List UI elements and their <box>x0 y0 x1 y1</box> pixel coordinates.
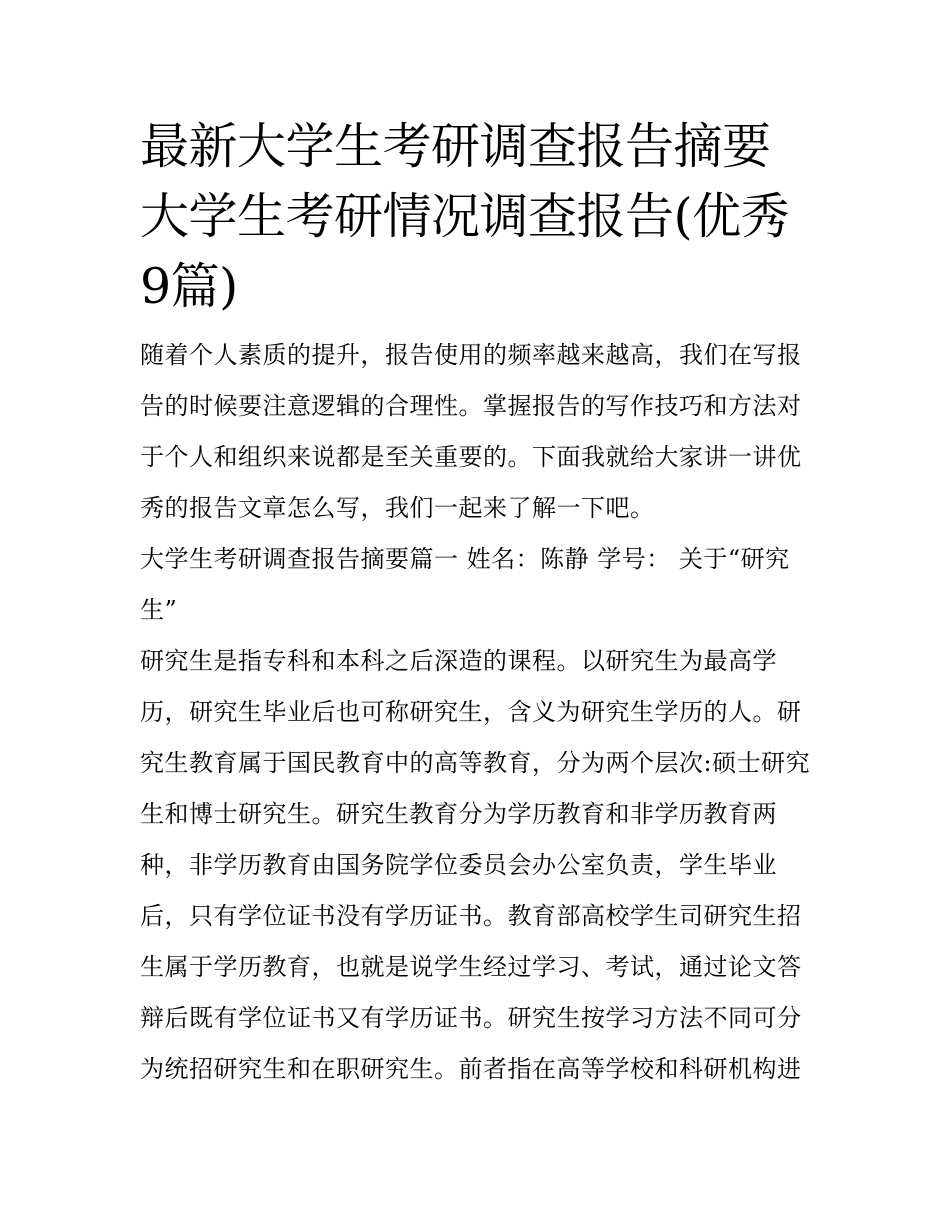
intro-paragraph: 随着个人素质的提升，报告使用的频率越来越高，我们在写报告的时候要注意逻辑的合理性。掌握报告的写作技巧和方法对于个人和组织来说都是至关重要的。下面我就给大家讲一讲优秀的报告文章怎么写，我们一起来了解一下吧。 <box>140 341 802 522</box>
document-body <box>140 112 812 1095</box>
body-paragraph: 研究生是指专科和本科之后深造的课程。以研究生为最高学历，研究生毕业后也可称研究生，含义为研究生学历的人。研究生教育属于国民教育中的高等教育，分为两个层次:硕士研究生和博士研究生。研究生教育分为学历教育和非学历教育两种，非学历教育由国务院学位委员会办公室负责，学生毕业后，只有学位证书没有学历证书。教育部高校学生司研究生招生属于学历教育，也就是说学生经过学习、考试，通过论文答辩后既有学位证书又有学历证书。研究生按学习方法不同可分为统招研究生和在职研究生。前者指在高等学校和科研机构进 <box>140 647 811 1083</box>
section-heading-paragraph: 大学生考研调查报告摘要篇一 姓名：陈静 学号： 关于“研究生” <box>140 545 790 624</box>
document-title: 最新大学生考研调查报告摘要 大学生考研情况调查报告(优秀9篇) <box>140 118 790 315</box>
